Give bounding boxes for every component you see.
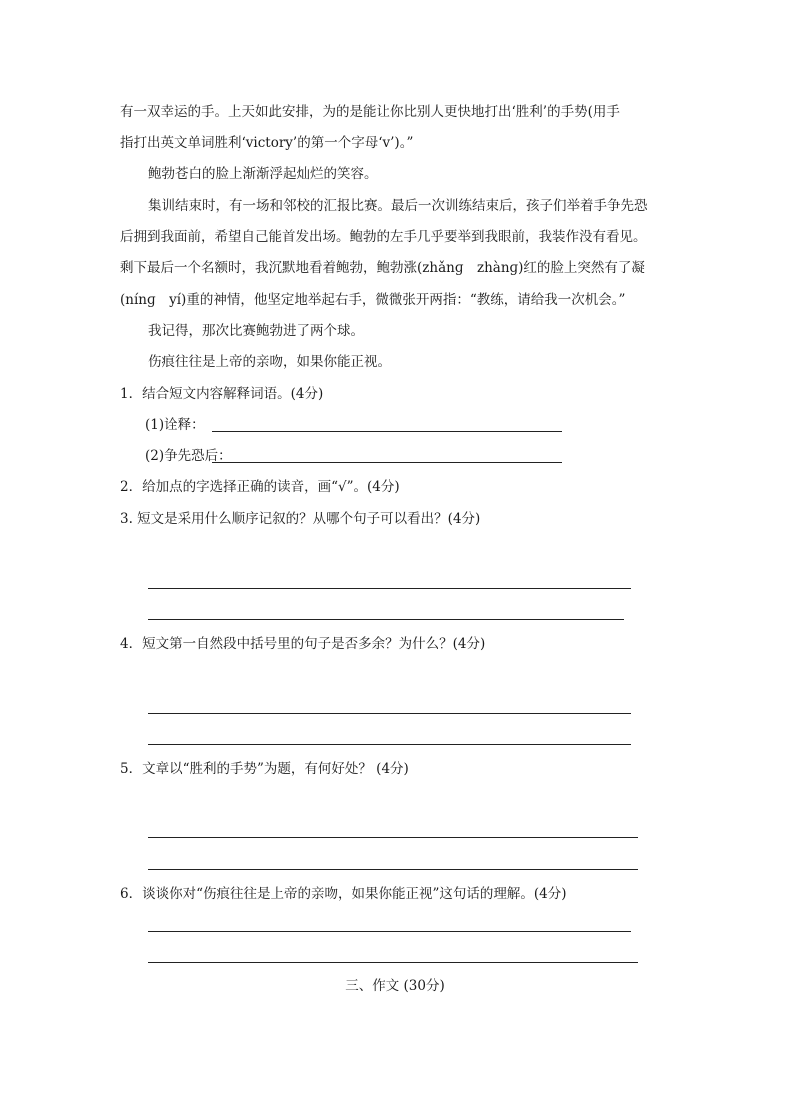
question-2: 2．给加点的字选择正确的读音，画“√”。(4分)	[120, 479, 400, 495]
passage-line: 伤痕往往是上帝的亲吻，如果你能正视。	[148, 354, 391, 370]
passage-line: 集训结束时，有一场和邻校的汇报比赛。最后一次训练结束后，孩子们举着手争先恐	[148, 198, 648, 214]
passage-line: 我记得，那次比赛鲍勃进了两个球。	[148, 323, 364, 339]
question-6: 6．谈谈你对“伤痕往往是上帝的亲吻，如果你能正视”这句话的理解。(4分)	[120, 886, 567, 902]
answer-line-4a[interactable]	[148, 713, 631, 714]
answer-line-1b[interactable]	[212, 462, 562, 463]
answer-line-1a[interactable]	[212, 431, 562, 432]
passage-line: 有一双幸运的手。上天如此安排，为的是能让你比别人更快地打出‘胜利’的手势(用手	[120, 104, 620, 120]
answer-line-3b[interactable]	[148, 619, 624, 620]
answer-line-5a[interactable]	[148, 837, 638, 838]
passage-line: (nínɡ yí)重的神情，他坚定地举起右手，微微张开两指：“教练，请给我一次机会。”	[120, 292, 626, 308]
question-4: 4．短文第一自然段中括号里的句子是否多余？为什么？(4分)	[120, 636, 486, 652]
passage-line: 鲍勃苍白的脸上渐渐浮起灿烂的笑容。	[148, 166, 378, 182]
answer-line-6a[interactable]	[148, 931, 631, 932]
answer-line-6b[interactable]	[148, 962, 638, 963]
answer-line-3a[interactable]	[148, 588, 631, 589]
passage-line: 后拥到我面前，希望自己能首发出场。鲍勃的左手几乎要举到我眼前，我装作没有看见。	[120, 229, 647, 245]
question-3: 3. 短文是采用什么顺序记叙的？从哪个句子可以看出？(4分)	[120, 511, 481, 527]
question-1-label-b: (2)争先恐后：	[145, 448, 232, 464]
passage-line: 指打出英文单词胜利‘victory’的第一个字母‘v’)。”	[120, 135, 414, 151]
question-5: 5．文章以“胜利的手势”为题，有何好处？ (4分)	[120, 761, 409, 777]
passage-line: 剩下最后一个名额时，我沉默地看着鲍勃，鲍勃涨(zhǎnɡ zhànɡ)红的脸上突然有了凝	[120, 260, 645, 276]
answer-line-5b[interactable]	[148, 869, 638, 870]
question-1: 1．结合短文内容解释词语。(4分)	[120, 386, 324, 402]
question-1-label-a: (1)诠释：	[145, 417, 205, 433]
section-title-composition: 三、作文 (30分)	[345, 978, 445, 994]
answer-line-4b[interactable]	[148, 744, 631, 745]
